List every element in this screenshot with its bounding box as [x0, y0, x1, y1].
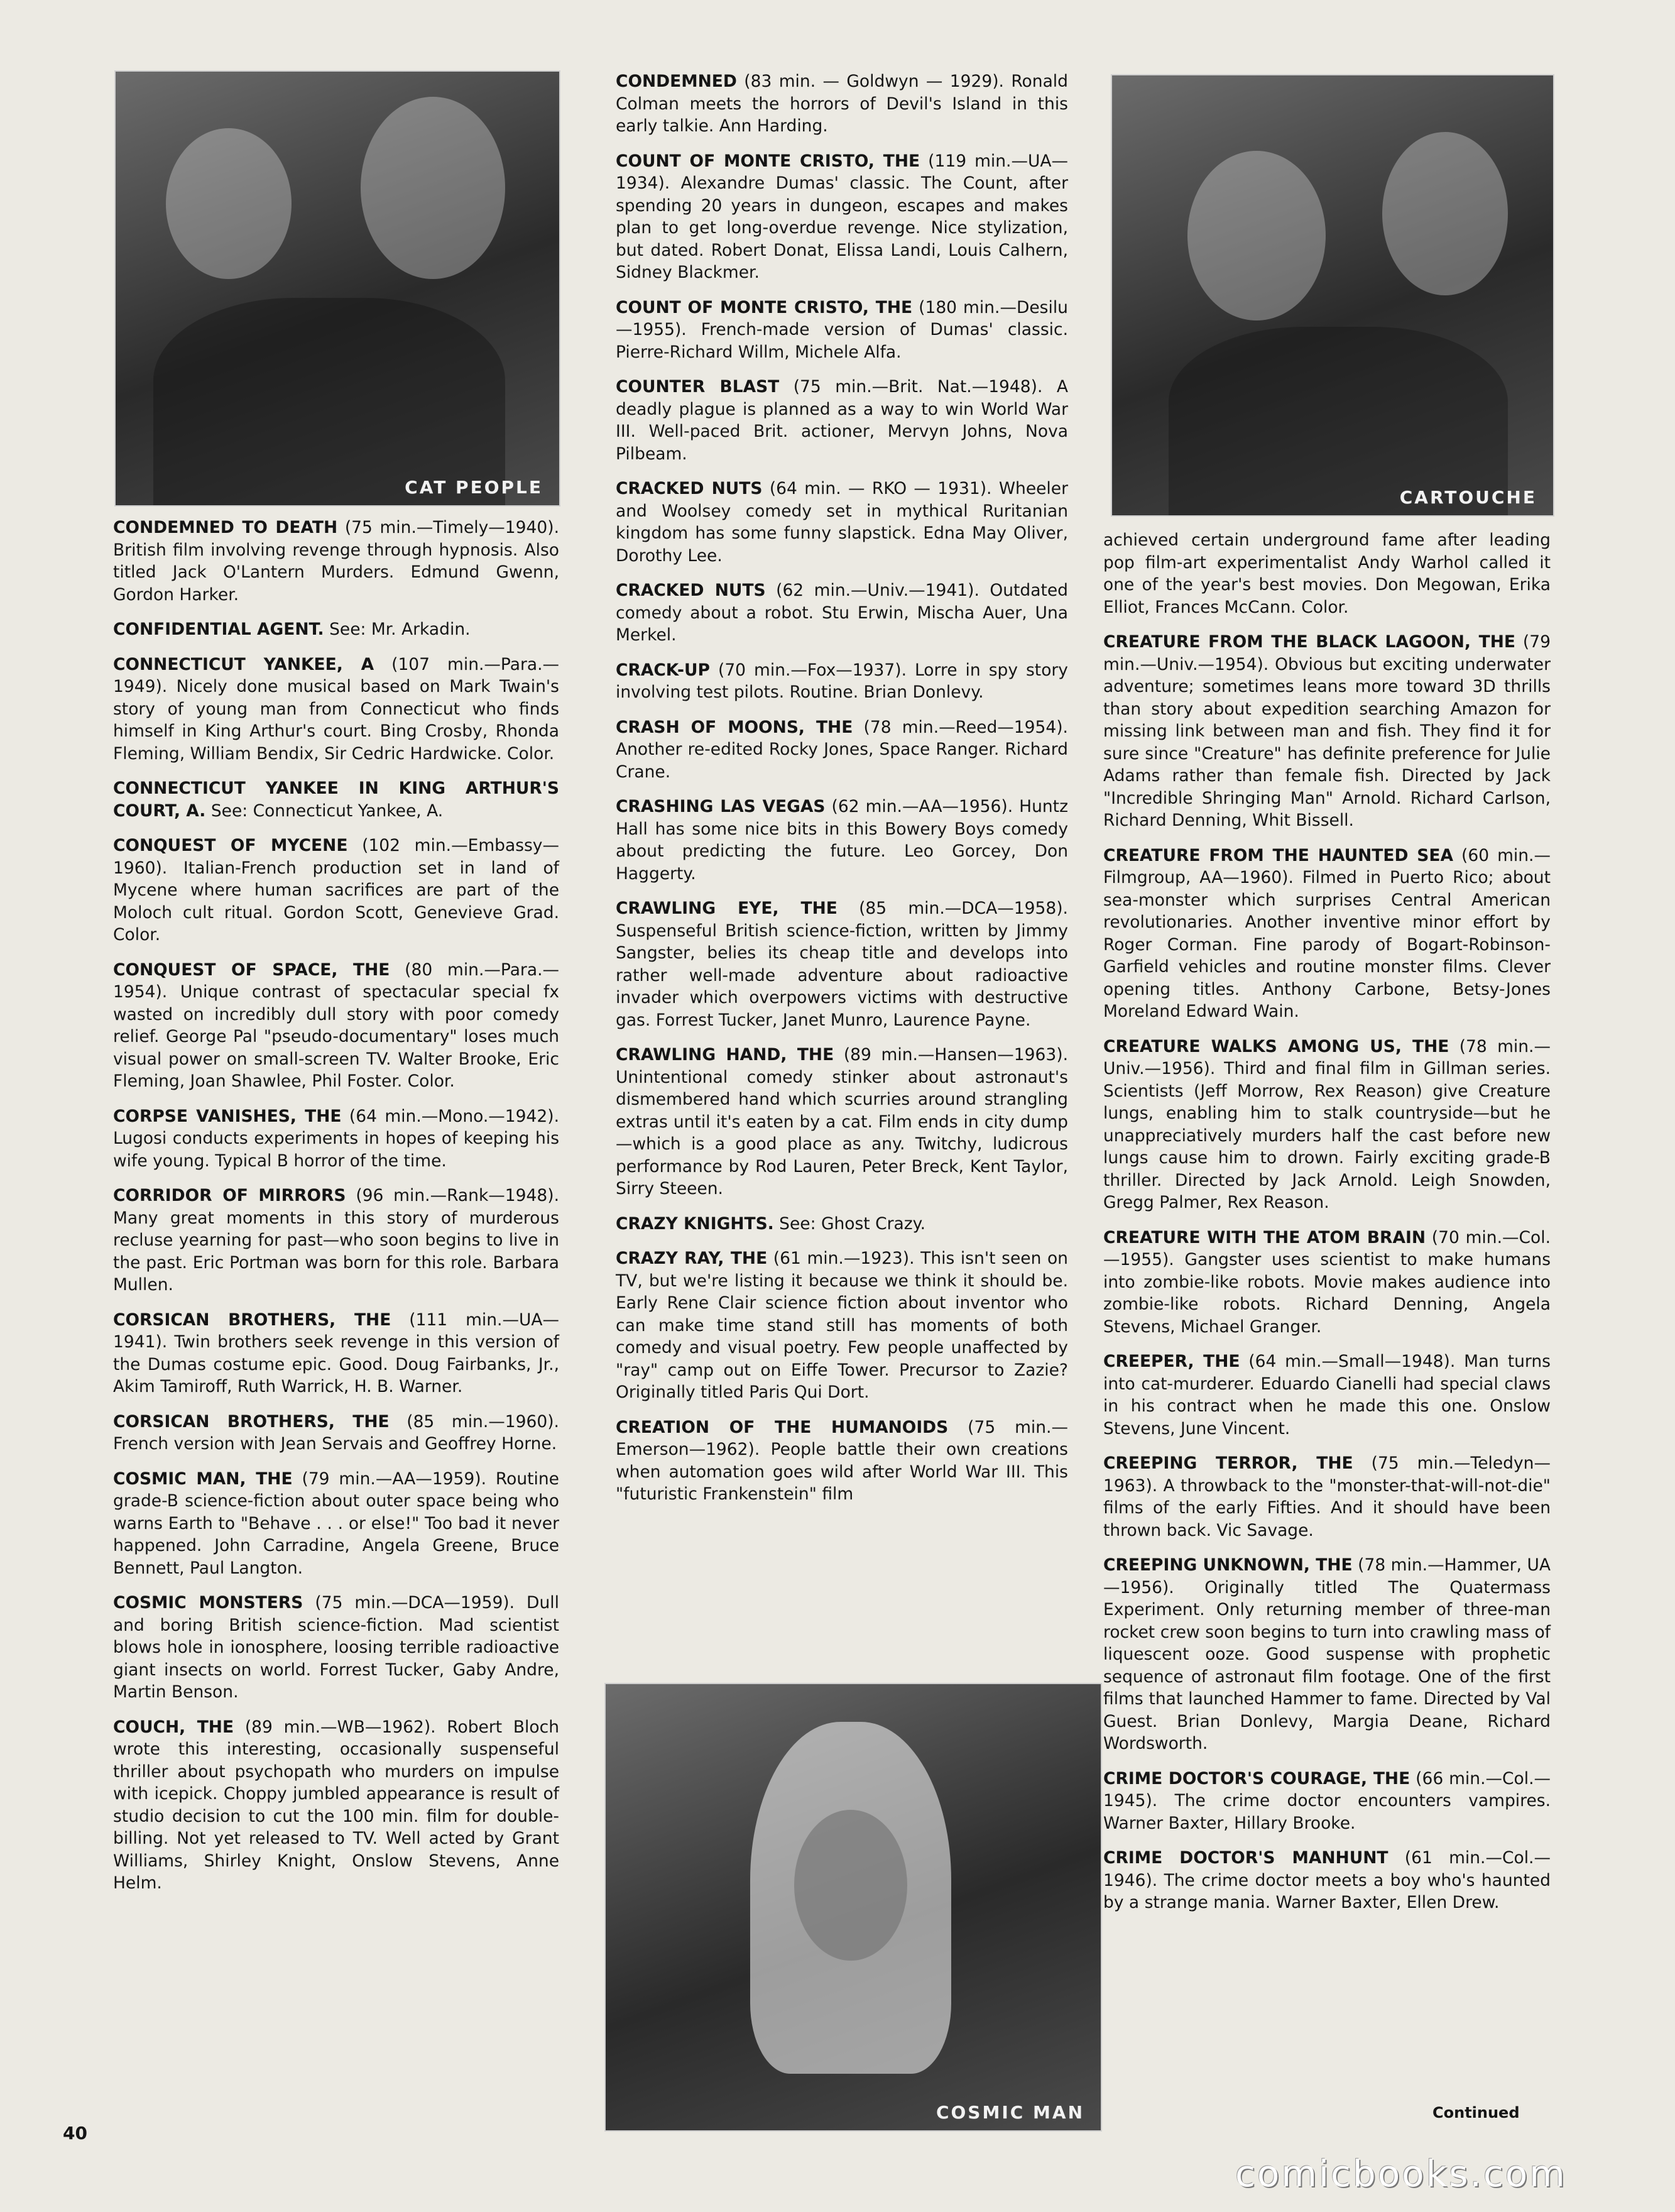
entry-body: achieved certain underground fame after leading pop film-art experimentalist Andy Warhol called it one of the year's best movies. Don Megowan, Erika Elliot, Frances McCann. Color. [1103, 530, 1551, 617]
entry-body: (75 min.—Teledyn—1963). A throwback to the "monster-that-will-not-die" films of the early Fifties. And it should have been thrown back. Vic Savage. [1103, 1454, 1551, 1540]
film-entry [616, 1247, 1068, 1404]
film-entry [113, 835, 559, 946]
watermark: comicbooks.com [1235, 2152, 1567, 2195]
entry-title: CRASHING LAS VEGAS [616, 797, 826, 816]
entry-title: CREATURE FROM THE HAUNTED SEA [1103, 845, 1453, 865]
entry-title: CRAZY RAY, THE [616, 1249, 768, 1268]
entry-body: (102 min.—Embassy—1960). Italian-French production set in land of Mycene where human sacrifices are part of the Moloch cult ritual. Gordon Scott, Genevieve Grad. Color. [113, 836, 559, 944]
photo-cat-people [114, 70, 560, 506]
film-entry [113, 1716, 559, 1895]
photo-caption: CARTOUCHE [1399, 487, 1537, 508]
entry-title: CREATURE WALKS AMONG US, THE [1103, 1036, 1449, 1056]
film-entry [113, 1468, 559, 1580]
film-entry [113, 1592, 559, 1704]
film-entry [113, 959, 559, 1093]
entry-title: CONDEMNED TO DEATH [113, 518, 338, 537]
entry-body: (89 min.—Hansen—1963). Unintentional comedy stinker about astronaut's dismembered hand which scurries around strangling extras until it's eaten by a cat. Film ends in city dump—which is a good place as any. Twitchy, ludicrous performance by Rod Lauren, Peter Breck, Kent Taylor, Sirry Steeen. [616, 1045, 1068, 1198]
film-entry [616, 716, 1068, 784]
entry-body: (180 min.—Desilu—1955). French-made version of Dumas' classic. Pierre-Richard Willm, Michele Alfa. [616, 297, 1068, 362]
entry-title: CONQUEST OF SPACE, THE [113, 960, 390, 980]
entry-title: COUNT OF MONTE CRISTO, THE [616, 297, 913, 317]
entry-body: (111 min.—UA—1941). Twin brothers seek revenge in this version of the Dumas costume epic. Good. Doug Fairbanks, Jr., Akim Tamiroff, Ruth Warrick, H. B. Warner. [113, 1310, 559, 1396]
entry-body: See: Ghost Crazy. [779, 1213, 925, 1234]
entry-body: (75 min.—Brit. Nat.—1948). A deadly plague is planned as a way to win World War III. Well-paced Brit. actioner, Mervyn Johns, Nova Pilbeam. [616, 377, 1068, 464]
film-entry [113, 777, 559, 822]
film-entry [113, 1411, 559, 1455]
film-entry [616, 70, 1068, 138]
entry-title: CORRIDOR OF MIRRORS [113, 1186, 346, 1205]
entry-body: (61 min.—1923). This isn't seen on TV, but we're listing it because we think it should be. Early Rene Clair science fiction about inventor who can make time stand still has moments of both comedy and visual poetry. Few people unaffected by "ray" camp out on Eiffe Tower. Precursor to Zazie? Originally titled Paris Qui Dort. [616, 1249, 1068, 1402]
continued-label: Continued [1432, 2104, 1520, 2122]
film-entry [616, 1213, 1068, 1235]
film-entry [616, 659, 1068, 704]
entry-body: See: Connecticut Yankee, A. [210, 801, 444, 821]
entry-body: (79 min.—AA—1959). Routine grade-B science-fiction about outer space being who warns Earth to "Behave . . . or else!" Too bad it never happened. John Carradine, Angela Greene, Bruce Bennett, Paul Langton. [113, 1469, 559, 1578]
page-number: 40 [63, 2123, 87, 2144]
photo-cartouche [1111, 74, 1554, 517]
entry-body: (80 min.—Para.—1954). Unique contrast of spectacular special fx wasted on incredibly dull story with poor comedy relief. George Pal "pseudo-documentary" loses much visual power on small-screen TV. Walter Brooke, Eric Fleming, Joan Shawlee, Phil Foster. Color. [113, 960, 559, 1091]
entry-body: (62 min.—Univ.—1941). Outdated comedy about a robot. Stu Erwin, Mischa Auer, Una Merkel. [616, 581, 1068, 645]
entry-title: CRACKED NUTS [616, 479, 763, 498]
entry-title: CRIME DOCTOR'S COURAGE, THE [1103, 1768, 1410, 1788]
film-entry [113, 618, 559, 641]
film-entry [1103, 845, 1551, 1023]
entry-title: COSMIC MONSTERS [113, 1593, 303, 1612]
film-entry [1103, 529, 1551, 618]
entry-body: (78 min.—Reed—1954). Another re-edited Rocky Jones, Space Ranger. Richard Crane. [616, 717, 1068, 782]
entry-title: CRAWLING HAND, THE [616, 1045, 834, 1065]
entry-title: COSMIC MAN, THE [113, 1469, 293, 1489]
entry-body: (83 min. — Goldwyn — 1929). Ronald Colman meets the horrors of Devil's Island in this early talkie. Ann Harding. [616, 72, 1068, 136]
entry-title: CRASH OF MOONS, THE [616, 717, 853, 737]
film-entry [616, 478, 1068, 567]
entry-body: (78 min.—Univ.—1956). Third and final film in Gillman series. Scientists (Jeff Morrow, Rex Reason) give Creature lungs, enabling him to stalk countryside—but he unappreciatively murders half the cast before new lungs cause him to drown. Fairly exciting grade-B thriller. Directed by Jack Arnold. Leigh Snowden, Gregg Palmer, Rex Reason. [1103, 1036, 1551, 1212]
photo-caption: COSMIC MAN [936, 2102, 1084, 2123]
entry-title: CREATION OF THE HUMANOIDS [616, 1417, 949, 1437]
entry-body: (85 min.—1960). French version with Jean Servais and Geoffrey Horne. [113, 1411, 559, 1454]
column-1 [113, 517, 559, 1907]
entry-title: CREEPING UNKNOWN, THE [1103, 1555, 1353, 1575]
entry-body: (64 min.—Small—1948). Man turns into cat-murderer. Eduardo Cianelli had special claws in his contract when he made this one. Onslow Stevens, June Vincent. [1103, 1352, 1551, 1438]
entry-body: (79 min.—Univ.—1954). Obvious but exciting underwater adventure; sometimes leans more toward 3D thrills than story about expedition searching Amazon for missing link between man and fish. They find it for sure since "Creature" has definite preference for Julie Adams rather than female fish. Directed by Jack "Incredible Shringing Man" Arnold. Richard Carlson, Richard Denning, Whit Bissell. [1103, 632, 1551, 830]
entry-body: (107 min.—Para.—1949). Nicely done musical based on Mark Twain's story of young man from Connecticut who finds himself in King Arthur's court. Bing Crosby, Rhonda Fleming, William Bendix, Sir Cedric Hardwicke. Color. [113, 654, 560, 764]
photo-caption: CAT PEOPLE [405, 477, 543, 498]
entry-body: (75 min.—Emerson—1962). People battle their own creations when automation goes wild after World War III. This "futuristic Frankenstein" film [616, 1417, 1068, 1504]
film-entry [616, 1044, 1068, 1200]
entry-title: CONDEMNED [616, 72, 737, 91]
entry-body: (70 min.—Col.—1955). Gangster uses scientist to make humans into zombie-like robots. Movie makes audience into zombie-like robots. Richard Denning, Angela Stevens, Michael Granger. [1103, 1227, 1551, 1337]
entry-body: (70 min.—Fox—1937). Lorre in spy story involving test pilots. Routine. Brian Donlevy. [616, 660, 1068, 702]
film-entry [113, 1309, 559, 1398]
entry-body: (62 min.—AA—1956). Huntz Hall has some nice bits in this Bowery Boys comedy about predicting the future. Leo Gorcey, Don Haggerty. [616, 797, 1068, 884]
entry-body: (61 min.—Col.—1946). The crime doctor meets a boy who's haunted by a strange mania. Warner Baxter, Ellen Drew. [1103, 1848, 1551, 1912]
film-entry [113, 517, 559, 606]
film-entry [1103, 1227, 1551, 1339]
film-entry [1103, 1768, 1551, 1835]
entry-body: (96 min.—Rank—1948). Many great moments in this story of murderous recluse yearning for past—who soon begins to live in the past. Eric Portman was born for this role. Barbara Mullen. [113, 1186, 559, 1295]
entry-body: (78 min.—Hammer, UA—1956). Originally titled The Quatermass Experiment. Only returning member of three-man rocket crew soon begins to turn into crawling mass of liquescent ooze. Good suspense with prophetic sequence of astronaut film footage. One of the first films that launched Hammer to fame. Directed by Val Guest. Brian Donlevy, Margia Deane, Richard Wordsworth. [1103, 1555, 1551, 1753]
entry-title: CORSICAN BROTHERS, THE [113, 1310, 391, 1330]
column-2 [616, 70, 1068, 1518]
entry-title: CRAZY KNIGHTS. [616, 1213, 774, 1234]
entry-body: (89 min.—WB—1962). Robert Bloch wrote this interesting, occasionally suspenseful thriller about psychopath who murders on impulse with icepick. Choppy jumbled appearance is result of studio decision to cut the 100 min. film for double-billing. Not yet released to TV. Well acted by Grant Williams, Shirley Knight, Onslow Stevens, Anne Helm. [113, 1717, 559, 1893]
film-entry [616, 897, 1068, 1031]
entry-body: (119 min.—UA—1934). Alexandre Dumas' classic. The Count, after spending 20 years in dungeon, escapes and makes plan to get long-overdue revenge. Nice stylization, but dated. Robert Donat, Elissa Landi, Louis Calhern, Sidney Blackmer. [616, 151, 1068, 282]
entry-title: CRACKED NUTS [616, 581, 766, 600]
film-entry [616, 796, 1068, 885]
film-entry [1103, 1554, 1551, 1755]
film-entry [616, 579, 1068, 647]
entry-body: (75 min.—DCA—1959). Dull and boring British science-fiction. Mad scientist blows hole in ionosphere, loosing terrible radioactive giant insects on world. Forrest Tucker, Gaby Andre, Martin Benson. [113, 1593, 559, 1702]
entry-title: COUNTER BLAST [616, 377, 780, 397]
entry-title: CREEPING TERROR, THE [1103, 1454, 1353, 1473]
entry-body: (75 min.—Timely—1940). British film involving revenge through hypnosis. Also titled Jack O'Lantern Murders. Edmund Gwenn, Gordon Harker. [113, 518, 559, 605]
film-entry [616, 376, 1068, 465]
film-entry [1103, 1452, 1551, 1541]
entry-title: COUCH, THE [113, 1717, 234, 1737]
column-3 [1103, 529, 1551, 1927]
entry-title: CONNECTICUT YANKEE IN KING ARTHUR'S COURT, A. [113, 779, 559, 821]
entry-title: CORPSE VANISHES, THE [113, 1106, 342, 1126]
entry-title: COUNT OF MONTE CRISTO, THE [616, 151, 920, 171]
entry-body: (85 min.—DCA—1958). Suspenseful British science-fiction, written by Jimmy Sangster, belies its cheap title and develops into rather well-made adventure about radioactive invader which overpowers victims with destructive gas. Forrest Tucker, Janet Munro, Laurence Payne. [616, 899, 1068, 1030]
entry-title: CRAWLING EYE, THE [616, 899, 838, 918]
entry-title: CREEPER, THE [1103, 1352, 1240, 1371]
entry-title: CREATURE WITH THE ATOM BRAIN [1103, 1227, 1426, 1247]
film-entry [1103, 1036, 1551, 1214]
film-entry [1103, 631, 1551, 832]
entry-body: (60 min.—Filmgroup, AA—1960). Filmed in Puerto Rico; about sea-monster which surprises Central American revolutionaries. Another inventive minor effort by Roger Corman. Fine parody of Bogart-Robinson-Garfield vehicles and routine monster films. Clever opening titles. Anthony Carbone, Betsy-Jones Moreland Edward Wain. [1103, 845, 1551, 1021]
entry-title: CRIME DOCTOR'S MANHUNT [1103, 1848, 1389, 1868]
entry-title: CONFIDENTIAL AGENT. [113, 620, 324, 639]
film-entry [113, 1185, 559, 1296]
film-entry [1103, 1350, 1551, 1440]
entry-body: (64 min. — RKO — 1931). Wheeler and Woolsey comedy set in mythical Ruritanian kingdom has some funny slapstick. Edna May Oliver, Dorothy Lee. [616, 479, 1068, 566]
entry-title: CONQUEST OF MYCENE [113, 836, 348, 855]
film-entry [113, 1105, 559, 1173]
photo-cosmic-man [604, 1683, 1102, 2132]
entry-body: (64 min.—Mono.—1942). Lugosi conducts experiments in hopes of keeping his wife young. Typical B horror of the time. [113, 1106, 559, 1171]
entry-body: (66 min.—Col.—1945). The crime doctor encounters vampires. Warner Baxter, Hillary Brooke. [1103, 1768, 1551, 1833]
entry-title: CONNECTICUT YANKEE, A [113, 654, 374, 674]
film-entry [1103, 1847, 1551, 1914]
entry-title: CREATURE FROM THE BLACK LAGOON, THE [1103, 632, 1516, 652]
entry-title: CRACK-UP [616, 660, 710, 680]
film-entry [616, 297, 1068, 364]
film-entry [616, 1416, 1068, 1506]
entry-title: CORSICAN BROTHERS, THE [113, 1411, 390, 1432]
entry-body: See: Mr. Arkadin. [329, 620, 471, 639]
film-entry [616, 150, 1068, 284]
film-entry [113, 654, 559, 765]
